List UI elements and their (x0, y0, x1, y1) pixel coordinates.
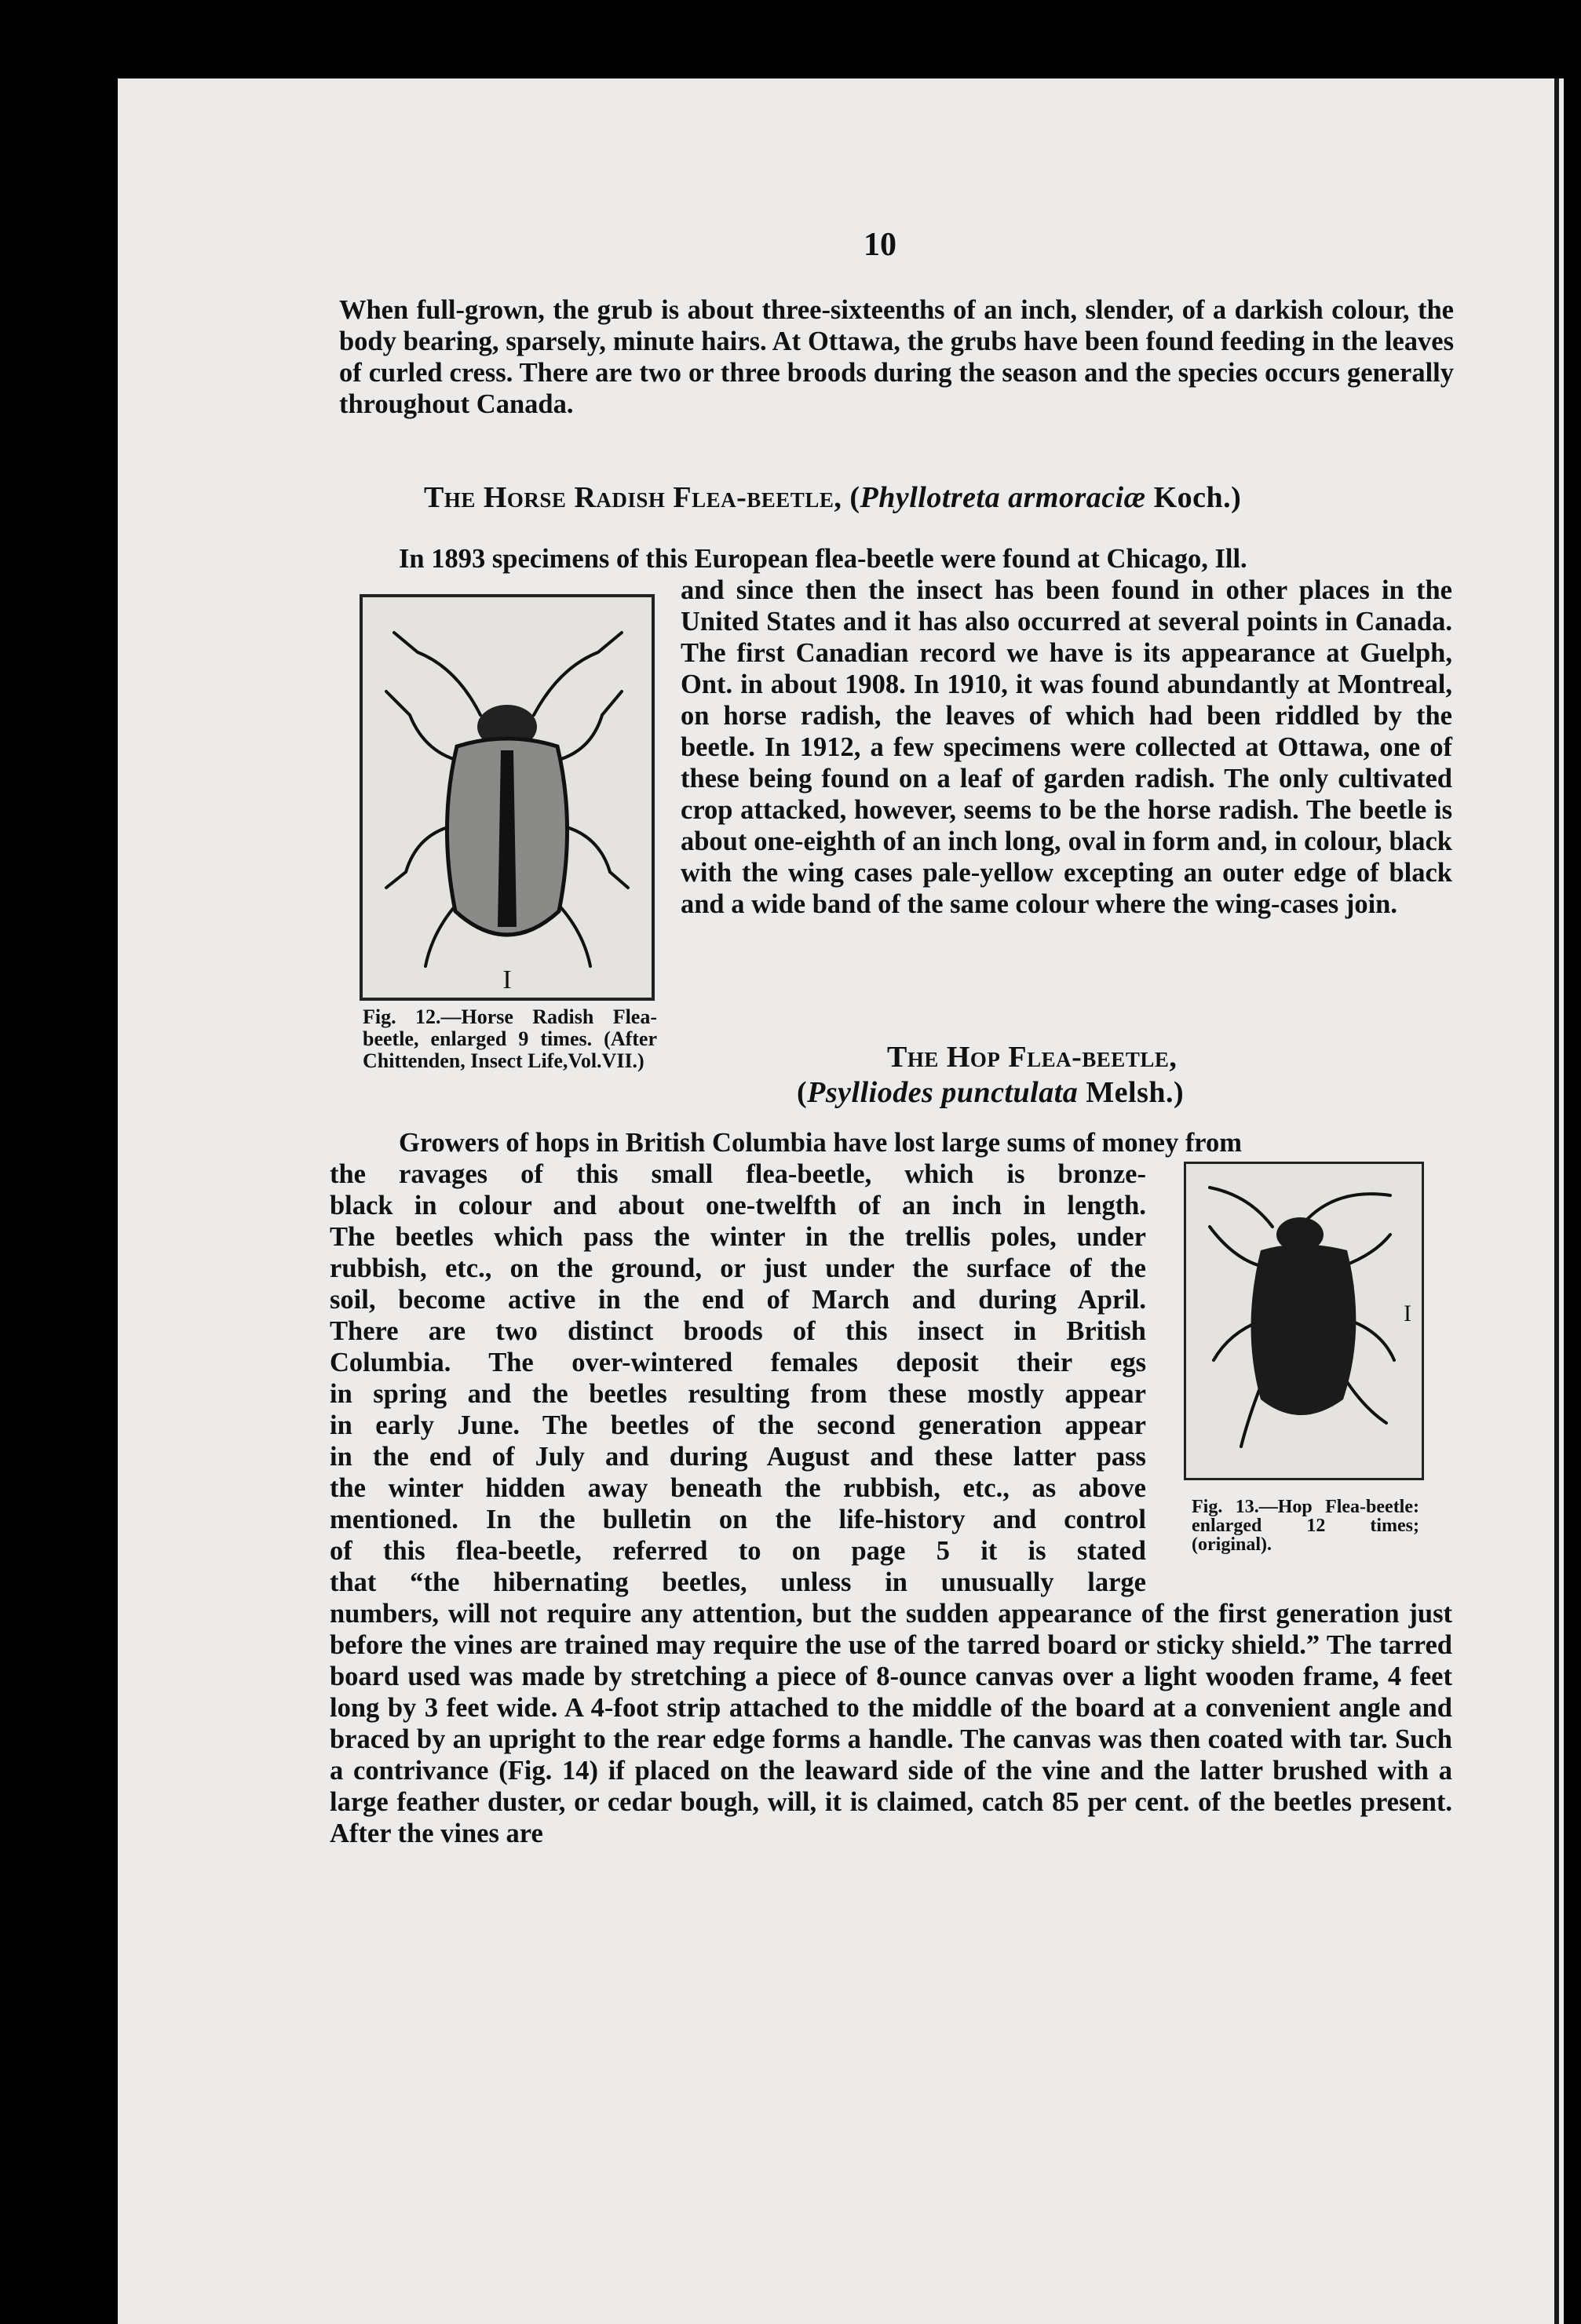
text-line: in the end of July and during August and these latter pass (330, 1442, 1146, 1472)
heading-species: Phyllotreta armoraciæ (860, 481, 1146, 514)
page-number: 10 (864, 227, 896, 263)
heading-species: Psylliodes punctulata (807, 1076, 1079, 1109)
text-line: in spring and the beetles resulting from these mostly appear (330, 1379, 1146, 1409)
text-line: rubbish, etc., on the ground, or just under the surface of the (330, 1253, 1146, 1283)
figure-13-scale-label: I (1404, 1301, 1411, 1326)
page-edge (1554, 78, 1559, 2324)
section-heading-horse-radish (424, 480, 1444, 515)
text-line: Columbia. The over-wintered females deposit their egs (330, 1348, 1146, 1377)
figure-12-scale-label: I (502, 965, 512, 994)
figure-13-caption: Fig. 13.—Hop Flea-beetle: enlarged 12 times; (original). (1192, 1497, 1419, 1555)
intro-paragraph: When full-grown, the grub is about three-sixteenths of an inch, slender, of a darkish colour, the body bearing, sparsely, minute hairs. At Ottawa, the grubs have been found feeding in the leaves of curled cress. There are two or three broods during the season and the species occurs generally throughout Canada. (339, 295, 1454, 419)
text-line: of this flea-beetle, referred to on page 5 it is stated (330, 1536, 1146, 1566)
text-line: in early June. The beetles of the second generation appear (330, 1410, 1146, 1440)
section2-wrapped-text (330, 1158, 1146, 1598)
heading-suffix: Koch.) (1145, 481, 1242, 514)
section-heading-hop-line2 (797, 1075, 1184, 1110)
section2-body: numbers, will not require any attention, but the sudden appearance of the first generation just before the vines are trained may require the use of the tarred board or sticky shield.” The tarred board used was made by stretching a piece of 8-ounce canvas over a light wooden frame, 4 feet long by 3 feet wide. A 4-foot strip attached to the middle of the board at a convenient angle and braced by an upright to the rear edge forms a handle. The canvas was then coated with tar. Such a contrivance (Fig. 14) if placed on the leaward side of the vine and the latter brushed with a large feather duster, or cedar bough, will, it is claimed, catch 85 per cent. of the beetles present. After the vines are (330, 1599, 1452, 1848)
heading-line1: The Hop Flea-beetle, (887, 1041, 1178, 1074)
figure-13-box (1184, 1162, 1424, 1480)
text-line: soil, become active in the end of March and during April. (330, 1285, 1146, 1315)
heading-suffix: Melsh.) (1078, 1076, 1185, 1109)
figure-12-caption: Fig. 12.—Horse Radish Flea-beetle, enlarged 9 times. (After Chittenden, Insect Life,Vol.VII.) (363, 1005, 657, 1072)
heading-prefix: The Horse Radish Flea-beetle, ( (424, 481, 860, 514)
text-line: that “the hibernating beetles, unless in unusually large (330, 1567, 1146, 1597)
horse-radish-beetle-illustration (363, 597, 652, 998)
text-line: the ravages of this small flea-beetle, which is bronze- (330, 1159, 1146, 1189)
section-heading-hop-line1 (887, 1040, 1177, 1074)
text-line: mentioned. In the bulletin on the life-history and control (330, 1505, 1146, 1534)
text-line: The beetles which pass the winter in the trellis poles, under (330, 1222, 1146, 1252)
section1-lead: In 1893 specimens of this European flea-beetle were found at Chicago, Ill. (399, 544, 1247, 574)
text-line: There are two distinct broods of this insect in British (330, 1316, 1146, 1346)
figure-12-box (360, 594, 655, 1001)
text-line: the winter hidden away beneath the rubbish, etc., as above (330, 1473, 1146, 1503)
text-line: black in colour and about one-twelfth of an inch in length. (330, 1191, 1146, 1220)
section1-body: and since then the insect has been found in other places in the United States and it has also occurred at several points in Canada. The first Canadian record we have is its appearance at Guelph, Ont. in about 1908. In 1910, it was found abundantly at Montreal, on horse radish, the leaves of which had been riddled by the beetle. In 1912, a few specimens were collected at Ottawa, one of these being found on a leaf of garden radish. The only cultivated crop attacked, however, seems to be the horse radish. The beetle is about one-eighth of an inch long, oval in form and, in colour, black with the wing cases pale-yellow excepting an outer edge of black and a wide band of the same colour where the wing-cases join. (681, 575, 1452, 919)
section2-lead: Growers of hops in British Columbia have lost large sums of money from (399, 1128, 1242, 1158)
hop-beetle-illustration (1186, 1164, 1422, 1478)
heading-open-paren: ( (797, 1076, 808, 1109)
